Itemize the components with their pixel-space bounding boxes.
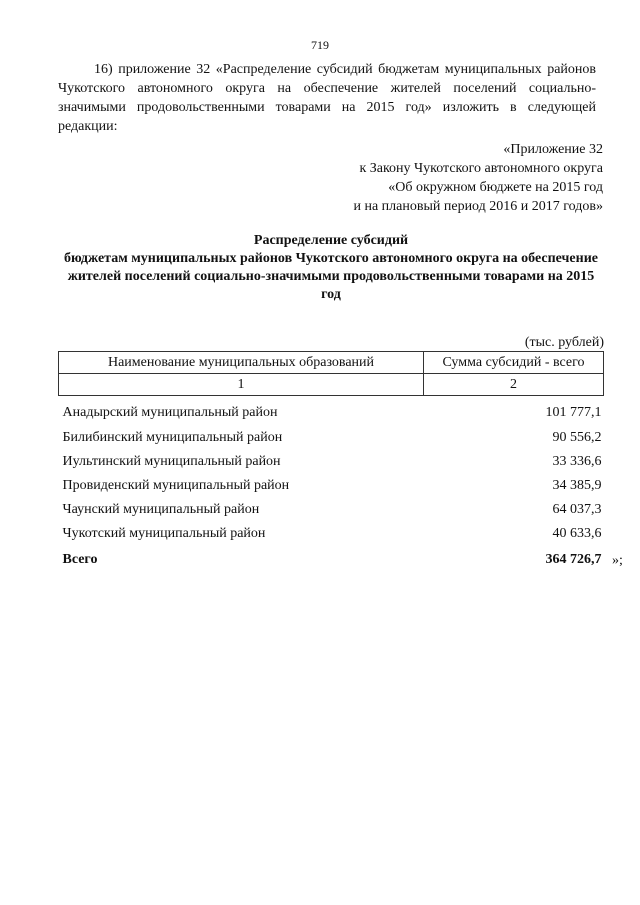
closing-quote-mark: »; (612, 553, 623, 568)
appendix-ref-line: и на плановый период 2016 и 2017 годов» (353, 199, 603, 214)
table-row (59, 396, 604, 427)
header-subsidy-total: Сумма субсидий - всего (424, 352, 604, 374)
municipality-name: Провиденский муниципальный район (62, 478, 290, 493)
municipality-name: Чаунский муниципальный район (62, 502, 260, 517)
header-municipality: Наименование муниципальных образований (59, 352, 424, 374)
amendment-paragraph: 16) приложение 32 «Распределение субсидий бюджетам муниципальных районов Чукотского автономного округа на обеспечение жителей поселений социально-значимыми продовольственными товарами на 2015 год» изложить в следующей редакции: (58, 62, 596, 134)
column-number-row (59, 374, 604, 396)
table-header-row (59, 352, 604, 374)
subsidy-amount: 34 385,9 (552, 478, 602, 493)
municipality-name: Иультинский муниципальный район (62, 454, 281, 469)
appendix-ref-line: «Приложение 32 (503, 142, 603, 157)
subsidy-amount: 64 037,3 (552, 502, 602, 517)
municipality-name: Анадырский муниципальный район (62, 405, 278, 420)
table-row (59, 522, 604, 546)
municipality-name: Билибинский муниципальный район (62, 430, 283, 445)
table-row (59, 426, 604, 450)
subsidy-amount: 90 556,2 (552, 430, 602, 445)
table-row (59, 450, 604, 474)
total-amount: 364 726,7 (545, 552, 602, 567)
page-number: 719 (311, 38, 329, 52)
title-line-2: бюджетам муниципальных районов Чукотского автономного округа на обеспечение жителей поселений социально-значимыми продовольственными товарами на 2015 год (64, 251, 598, 302)
appendix-ref-line: «Об окружном бюджете на 2015 год (388, 180, 603, 195)
table-row (59, 474, 604, 498)
table-row (59, 498, 604, 522)
column-number: 2 (424, 374, 604, 396)
units-label: (тыс. рублей) (524, 335, 604, 350)
appendix-reference (303, 140, 603, 216)
total-row (59, 546, 604, 574)
municipality-name: Чукотский муниципальный район (62, 526, 266, 541)
appendix-ref-line: к Закону Чукотского автономного округа (359, 161, 603, 176)
subsidy-amount: 33 336,6 (552, 454, 602, 469)
title-line-1: Распределение субсидий (253, 233, 409, 248)
column-number: 1 (59, 374, 424, 396)
subsidy-table (58, 351, 604, 574)
subsidy-amount: 40 633,6 (552, 526, 602, 541)
total-label: Всего (62, 552, 98, 567)
document-title (58, 232, 604, 304)
subsidy-amount: 101 777,1 (545, 405, 602, 420)
